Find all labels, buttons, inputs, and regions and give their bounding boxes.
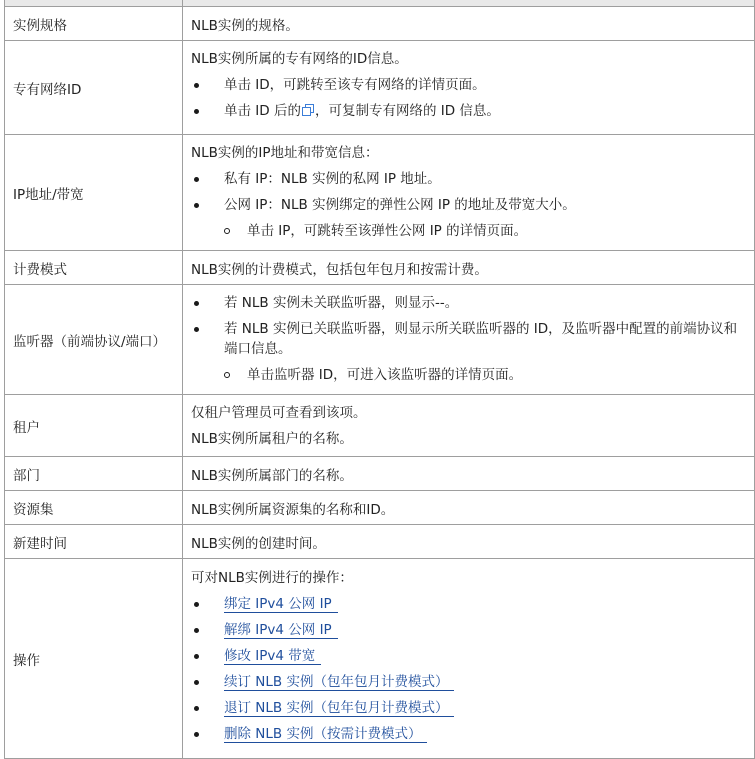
bullet-list	[191, 75, 746, 121]
field-name: 计费模式	[5, 251, 183, 285]
description-line: NLB实例所属租户的名称。	[191, 431, 353, 447]
list-item	[191, 646, 746, 666]
table-row-created	[5, 525, 755, 559]
list-item	[191, 672, 746, 692]
unsubscribe-nlb-link[interactable]: 退订 NLB 实例（包年包月计费模式）	[224, 700, 454, 717]
field-name: 专有网络ID	[5, 41, 183, 135]
field-description	[183, 395, 755, 457]
field-description: NLB实例所属部门的名称。	[183, 457, 755, 491]
list-item	[191, 195, 746, 215]
table-row-ops	[5, 559, 755, 759]
list-item	[191, 594, 746, 614]
bullet-list	[191, 293, 746, 359]
list-item	[191, 698, 746, 718]
field-description	[183, 285, 755, 395]
sub-list-item: 单击监听器 ID，可进入该监听器的详情页面。	[191, 365, 746, 385]
table-row-vpc	[5, 41, 755, 135]
field-description: NLB实例的规格。	[183, 7, 755, 41]
sub-bullet-list	[191, 365, 746, 385]
list-item: 若 NLB 实例未关联监听器，则显示--。	[191, 293, 746, 313]
list-item-text: ，可复制专有网络的 ID 信息。	[314, 103, 500, 119]
list-item	[191, 620, 746, 640]
table-row-listener	[5, 285, 755, 395]
field-description: NLB实例的计费模式，包括包年包月和按需计费。	[183, 251, 755, 285]
field-name: 监听器（前端协议/端口）	[5, 285, 183, 395]
list-item-text: 单击 ID 后的	[224, 103, 301, 119]
list-item: 单击 ID，可跳转至该专有网络的详情页面。	[191, 75, 746, 95]
table-row-spec	[5, 7, 755, 41]
modify-ipv4-bandwidth-link[interactable]: 修改 IPv4 带宽	[224, 648, 321, 665]
field-name: 实例规格	[5, 7, 183, 41]
renew-nlb-link[interactable]: 续订 NLB 实例（包年包月计费模式）	[224, 674, 454, 691]
field-description: NLB实例的创建时间。	[183, 525, 755, 559]
field-name: 新建时间	[5, 525, 183, 559]
description-intro: NLB实例的IP地址和带宽信息：	[191, 145, 379, 161]
list-item-text: 公网 IP：NLB 实例绑定的弹性公网 IP 的地址及带宽大小。	[224, 197, 576, 213]
field-name: 操作	[5, 559, 183, 759]
field-description	[183, 135, 755, 251]
list-item	[191, 724, 746, 744]
table-row-tenant	[5, 395, 755, 457]
sub-list-item: 单击 IP，可跳转至该弹性公网 IP 的详情页面。	[191, 221, 746, 241]
table-row-ip	[5, 135, 755, 251]
description-line: 仅租户管理员可查看到该项。	[191, 405, 367, 421]
description-intro: NLB实例所属的专有网络的ID信息。	[191, 51, 408, 67]
field-name: IP地址/带宽	[5, 135, 183, 251]
table-row-dept	[5, 457, 755, 491]
field-description	[183, 559, 755, 759]
table-row-billing	[5, 251, 755, 285]
list-item	[191, 101, 746, 121]
operation-link-list	[191, 594, 746, 744]
delete-nlb-link[interactable]: 删除 NLB 实例（按需计费模式）	[224, 726, 427, 743]
field-name: 部门	[5, 457, 183, 491]
field-description	[183, 41, 755, 135]
attribute-table	[4, 0, 755, 759]
copy-icon	[302, 104, 314, 116]
table-row-resource-set	[5, 491, 755, 525]
bind-ipv4-eip-link[interactable]: 绑定 IPv4 公网 IP	[224, 596, 338, 613]
list-item: 私有 IP：NLB 实例的私网 IP 地址。	[191, 169, 746, 189]
description-intro: 可对NLB实例进行的操作：	[191, 570, 353, 586]
sub-bullet-list	[191, 221, 746, 241]
unbind-ipv4-eip-link[interactable]: 解绑 IPv4 公网 IP	[224, 622, 338, 639]
bullet-list	[191, 169, 746, 215]
field-name: 资源集	[5, 491, 183, 525]
field-description: NLB实例所属资源集的名称和ID。	[183, 491, 755, 525]
field-name: 租户	[5, 395, 183, 457]
list-item: 若 NLB 实例已关联监听器，则显示所关联监听器的 ID，及监听器中配置的前端协议和端口信息。	[191, 319, 746, 359]
